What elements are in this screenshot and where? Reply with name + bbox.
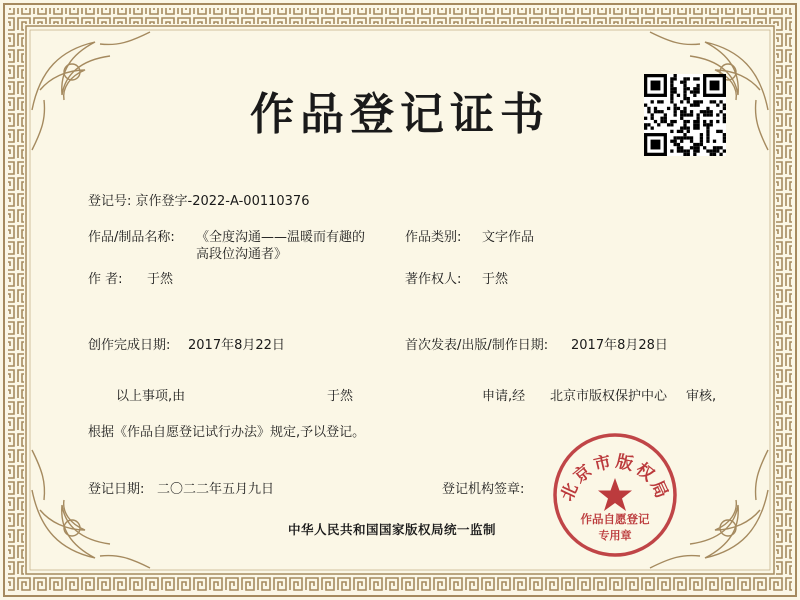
statement-prefix: 以上事项,由	[116, 389, 186, 404]
svg-text:北京市版权局: 北京市版权局	[557, 451, 673, 505]
registration-date-label: 登记日期:	[88, 482, 145, 497]
author-value: 于然	[147, 272, 174, 287]
statement-mid: 申请,经	[482, 389, 526, 404]
statement-applicant: 于然	[327, 389, 354, 404]
statement-center: 北京市版权保护中心	[550, 389, 668, 404]
author-label: 作 者:	[88, 272, 123, 287]
work-name-label: 作品/制品名称:	[88, 230, 175, 245]
footer-supervision-text: 中华人民共和国国家版权局统一监制	[288, 522, 497, 537]
copyright-owner-value: 于然	[482, 272, 509, 287]
statement-suffix: 审核,	[686, 389, 717, 404]
statement-line2: 根据《作品自愿登记试行办法》规定,予以登记。	[88, 425, 366, 440]
official-seal	[550, 430, 680, 560]
registration-number: 京作登字-2022-A-00110376	[135, 194, 310, 209]
agency-seal-label: 登记机构签章:	[442, 482, 525, 497]
certificate-title: 作品登记证书	[250, 89, 550, 140]
svg-text:作品自愿登记: 作品自愿登记	[580, 512, 650, 526]
svg-text:专用章: 专用章	[598, 529, 632, 542]
category-value: 文字作品	[482, 230, 535, 245]
work-name-line2: 高段位沟通者》	[196, 247, 288, 262]
seal-star-icon	[598, 478, 632, 511]
completion-date-value: 2017年8月22日	[188, 338, 285, 353]
completion-date-label: 创作完成日期:	[88, 338, 171, 353]
category-label: 作品类别:	[405, 230, 462, 245]
first-publish-date-value: 2017年8月28日	[571, 338, 668, 353]
registration-number-label: 登记号:	[88, 194, 132, 209]
copyright-owner-label: 著作权人:	[405, 272, 462, 287]
registration-date-value: 二〇二二年五月九日	[157, 482, 275, 497]
qr-code-icon	[644, 74, 726, 156]
first-publish-label: 首次发表/出版/制作日期:	[405, 338, 549, 353]
work-name-line1: 《全度沟通——温暖而有趣的	[196, 230, 366, 245]
registration-number-row	[88, 193, 309, 211]
